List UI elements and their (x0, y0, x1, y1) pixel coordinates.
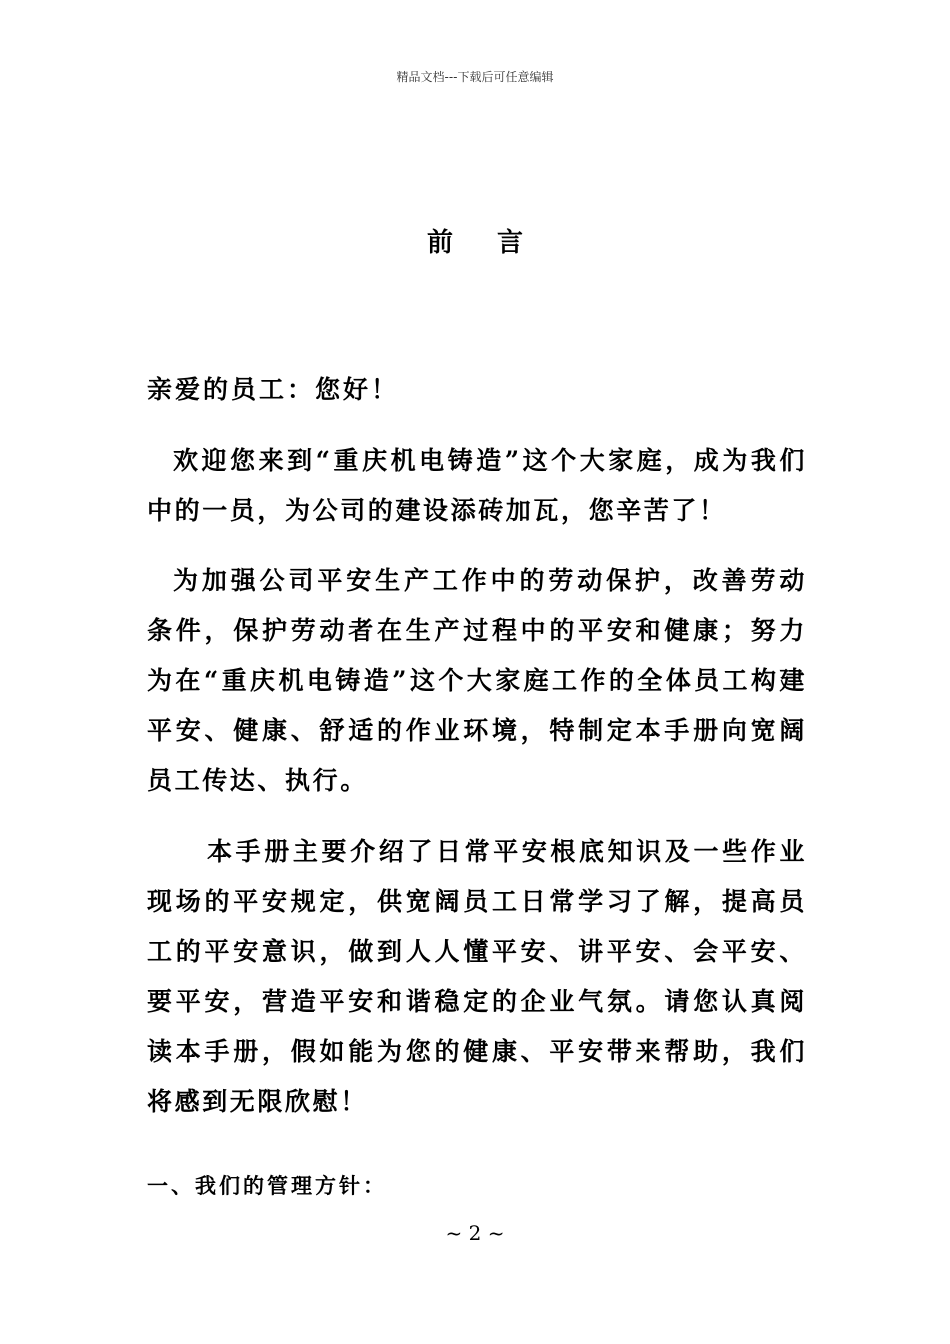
paragraph-welcome: 欢迎您来到“重庆机电铸造”这个大家庭，成为我们中的一员，为公司的建设添砖加瓦，您辛苦了！ (147, 446, 807, 525)
section-heading: 一、我们的管理方针： (147, 1173, 387, 1198)
page-title: 前言 (426, 228, 567, 258)
paragraph-manual-intro: 本手册主要介绍了日常平安根底知识及一些作业现场的平安规定，供宽阔员工日常学习了解，提高员工的平安意识，做到人人懂平安、讲平安、会平安、要平安，营造平安和谐稳定的企业气氛。请您认真阅读本手册，假如能为您的健康、平安带来帮助，我们将感到无限欣慰！ (147, 837, 807, 1116)
paragraph-purpose: 为加强公司平安生产工作中的劳动保护，改善劳动条件，保护劳动者在生产过程中的平安和健康；努力为在“重庆机电铸造”这个大家庭工作的全体员工构建平安、健康、舒适的作业环境，特制定本手册向宽阔员工传达、执行。 (147, 566, 807, 795)
header-note: 精品文档---下载后可任意编辑 (396, 70, 554, 84)
greeting: 亲爱的员工：您好！ (147, 375, 400, 404)
page-number: ~ 2 ~ (445, 1221, 505, 1245)
